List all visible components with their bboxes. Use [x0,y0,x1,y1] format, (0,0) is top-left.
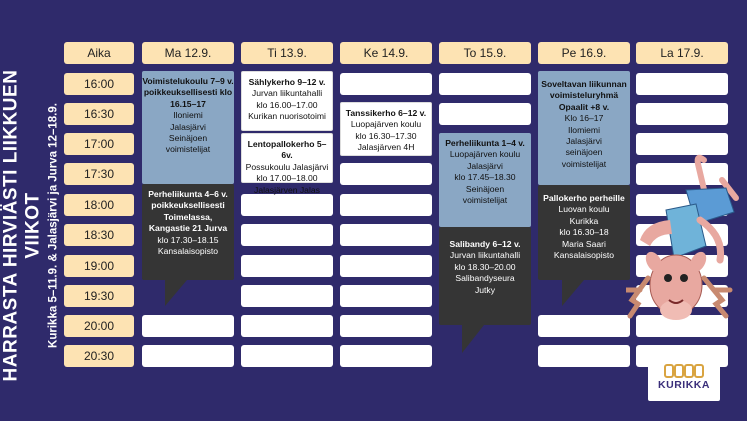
event-line: Seinäjoen [168,133,208,144]
event-line: Jalasjärven Jalas [254,184,320,195]
event-line: Jutky [474,284,496,295]
speech-tail [165,280,187,306]
empty-slot [439,103,531,125]
empty-slot [142,315,234,337]
empty-slot [340,285,432,307]
event-title: Salibandy 6–12 v. [449,239,521,249]
empty-slot [340,255,432,277]
event-line: klo 16.30–17.30 [355,130,417,141]
event-line: Kurikan nuorisotoimi [248,111,326,122]
empty-slot [538,345,630,367]
event-line: klo 16.30–18 [559,227,609,238]
time-label: 18:00 [64,194,134,216]
empty-slot [241,224,333,246]
event-line: Jurvan liikuntahalli [449,250,521,261]
event-line: Kurikka [569,215,599,226]
event-line: Luovan koulu [558,204,610,215]
event-title: Perheliikunta 1–4 v. [445,138,525,148]
time-label: 19:00 [64,255,134,277]
speech-tail [462,325,484,353]
event-line: Luopajärven koulu [449,149,521,160]
time-label: 20:00 [64,315,134,337]
empty-slot [340,224,432,246]
event-line: Salibandyseura [455,273,515,284]
event-line: Jalasjärvi [566,136,602,147]
event-line: Seinäjoen [465,183,505,194]
event-salibandy [439,227,531,325]
empty-slot [241,255,333,277]
kurikka-logo [648,353,720,401]
empty-slot [340,73,432,95]
event-line: voimistelijat [462,195,508,206]
time-label: 18:30 [64,224,134,246]
header-friday: Pe 16.9. [538,42,630,64]
event-perheliikunta-to [439,133,531,227]
event-line: Jurvan liikuntahalli [251,88,323,99]
event-tanssikerho [340,102,432,156]
event-title: Sählykerho 9–12 v. [248,77,326,87]
event-title: Lentopallokerho 5–6v. [247,139,327,161]
time-label: 16:30 [64,103,134,125]
event-line: klo 17.30–18.15 [157,234,219,245]
event-perheliikunta-ma [142,184,234,280]
event-line: Jalasjärven 4H [357,142,415,153]
main-title: HARRASTA HIRVIÄSTI LIIKKUEN VIIKOT [0,69,44,382]
event-title: Perheliikunta 4–6 v. poikkeuksellisesti Toimelassa, Kangastie 21 Jurva [148,189,228,234]
empty-slot [340,345,432,367]
header-time: Aika [64,42,134,64]
event-line: Luopajärven koulu [350,119,422,130]
empty-slot [538,315,630,337]
empty-slot [340,194,432,216]
event-title: Tanssikerho 6–12 v. [345,108,427,118]
header-tuesday: Ti 13.9. [241,42,333,64]
empty-slot [636,103,728,125]
event-line: klo 18.30–20.00 [454,261,516,272]
empty-slot [241,315,333,337]
event-line: klo 16.00–17.00 [256,99,318,110]
header-saturday: La 17.9. [636,42,728,64]
time-label: 16:00 [64,73,134,95]
event-soveltava-liikunta [538,71,630,185]
logo-text: KURIKKA [658,379,710,391]
vertical-title [1,56,60,396]
event-title: Pallokerho perheille [543,193,625,203]
event-line: voimistelijat [165,144,211,155]
sub-title: Kurikka 5–11.9. & Jalasjärvi ja Jurva 12–18.9. [47,103,60,348]
time-label: 20:30 [64,345,134,367]
header-thursday: To 15.9. [439,42,531,64]
moose-mascot-icon [626,150,747,350]
event-line: Kansalaisopisto [553,250,615,261]
event-line: Klo 16–17 [564,113,604,124]
event-line: Ilomiemi [568,124,600,135]
time-label: 19:30 [64,285,134,307]
empty-slot [241,345,333,367]
event-line: Jalasjärvi [170,121,206,132]
event-line: Kansalaisopisto [157,246,219,257]
time-label: 17:00 [64,133,134,155]
empty-slot [241,194,333,216]
empty-slot [340,163,432,185]
event-line: klo 17.00–18.00 [256,173,318,184]
empty-slot [142,345,234,367]
event-title: Voimistelukoulu 7–9 v. poikkeuksellisesti klo 16.15–17 [142,76,234,109]
empty-slot [636,73,728,95]
event-line: Maria Saari [562,238,606,249]
event-pallokerho [538,185,630,280]
empty-slot [439,73,531,95]
event-line: seinäjoen [565,147,603,158]
event-title: Soveltavan liikunnan voimisteluryhmä Opaalit +8 v. [541,79,627,112]
event-line: Jalasjärvi [467,160,503,171]
speech-tail [562,280,584,306]
time-label: 17:30 [64,163,134,185]
event-voimistelukoulu [142,71,234,184]
event-line: Possukoulu Jalasjärvi [245,161,329,172]
event-sahlykerho [241,71,333,131]
event-line: klo 17.45–18.30 [454,172,516,183]
event-lentopallokerho [241,133,333,195]
empty-slot [340,315,432,337]
kurikka-coat-of-arms-icon [664,363,704,379]
empty-slot [241,285,333,307]
header-wednesday: Ke 14.9. [340,42,432,64]
header-monday: Ma 12.9. [142,42,234,64]
event-line: voimistelijat [561,158,607,169]
event-line: Iloniemi [173,110,203,121]
